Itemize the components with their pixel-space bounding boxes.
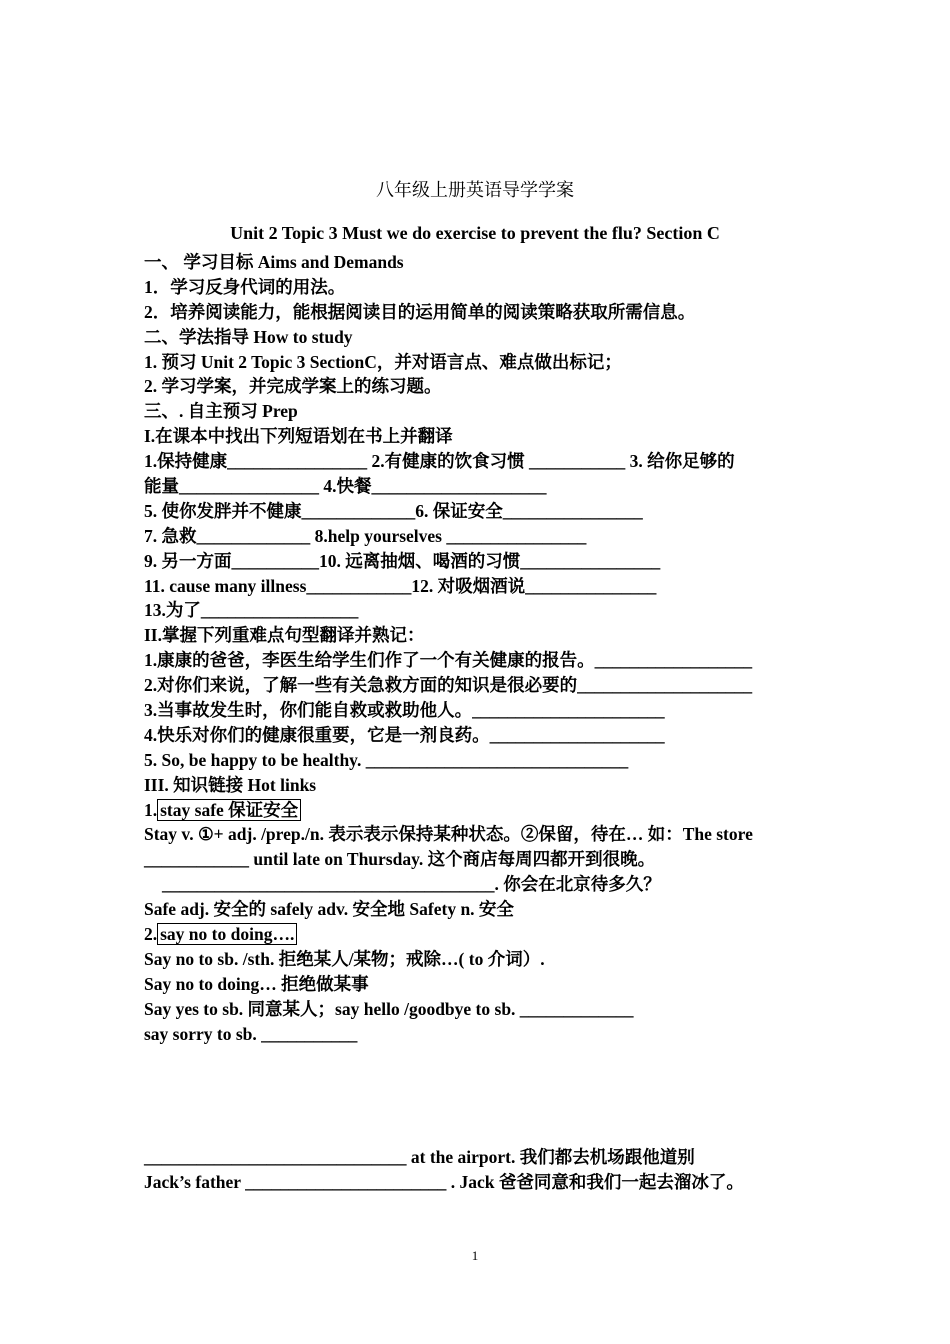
study-item-2: 2. 学习学案，并完成学案上的练习题。 [144,376,442,397]
section-heading-prep: 三、. 自主预习 Prep [144,401,298,422]
page-number: 1 [471,1248,479,1263]
sentence-line-1: 1.康康的爸爸，李医生给学生们作了一个有关健康的报告。__________________ [144,650,753,671]
bottom-exercise [144,1145,796,1195]
hot-link-1-line-1: Stay v. ①+ adj. /prep./n. 表示表示保持某种状态。②保留，待在… 如：The store [144,824,753,845]
phrase-line-5: 9. 另一方面__________10. 远离抽烟、喝酒的习惯________________ [144,550,661,571]
aim-item-1: 1．学习反身代词的用法。 [144,276,346,297]
hot-link-2-line-2: Say no to doing… 拒绝做某事 [144,973,369,994]
hot-link-2-line-4: say sorry to sb. ___________ [144,1023,358,1044]
bottom-line-1: ______________________________ at the airport. 我们都去机场跟他道别 [144,1147,695,1167]
aim-item-2: 2．培养阅读能力，能根据阅读目的运用简单的阅读策略获取所需信息。 [144,301,696,322]
document-subtitle: Unit 2 Topic 3 Must we do exercise to prevent the flu? Section C [230,223,720,243]
hot-link-1-line-4: Safe adj. 安全的 safely adv. 安全地 Safety n. 安全 [144,899,514,920]
hot-link-2-boxed-phrase: say no to doing…. [157,923,297,945]
hot-link-1-line-2: ____________ until late on Thursday. 这个商店每周四都开到很晚。 [144,849,656,870]
document-title: 八年级上册英语导学学案 [376,180,574,200]
phrase-line-4: 7. 急救_____________ 8.help yourselves ________________ [144,525,587,546]
study-item-1: 1. 预习 Unit 2 Topic 3 SectionC，并对语言点、难点做出标记； [144,351,622,372]
part1-heading: I.在课本中找出下列短语划在书上并翻译 [144,426,453,447]
hot-link-2-line-3: Say yes to sb. 同意某人；say hello /goodbye to sb. _____________ [144,998,634,1019]
hot-link-1-boxed-phrase: stay safe 保证安全 [157,799,301,821]
phrase-line-6: 11. cause many illness____________12. 对吸烟酒说_______________ [144,575,657,596]
hot-link-1-line-3: ______________________________________. 你会在北京待多久？ [162,874,661,895]
hot-link-2-line-1: Say no to sb. /sth. 拒绝某人/某物；戒除…( to 介词）. [144,948,545,969]
hot-link-2-number: 2. [144,924,158,945]
hot-link-1-number: 1. [144,799,158,820]
phrase-line-2: 能量________________ 4.快餐____________________ [144,476,547,497]
hot-link-1-title [144,798,809,823]
section-heading-aims: 一、 学习目标 Aims and Demands [144,252,404,272]
sentence-line-5: 5. So, be happy to be healthy. ______________________________ [144,749,629,770]
hot-link-2-title [144,922,809,947]
phrase-line-3: 5. 使你发胖并不健康_____________6. 保证安全________________ [144,500,643,521]
part3-heading: III. 知识链接 Hot links [144,774,317,795]
phrase-line-7: 13.为了__________________ [144,600,359,621]
part2-heading: II.掌握下列重难点句型翻译并熟记： [144,625,425,646]
section-heading-study: 二、学法指导 How to study [144,326,353,347]
bottom-line-2: Jack’s father _______________________ . Jack 爸爸同意和我们一起去溜冰了。 [144,1171,744,1192]
phrase-line-1: 1.保持健康________________ 2.有健康的饮食习惯 ___________ 3. 给你足够的 [144,451,735,472]
document-body [144,250,809,1047]
sentence-line-2: 2.对你们来说，了解一些有关急救方面的知识是很必要的____________________ [144,675,753,696]
sentence-line-3: 3.当事故发生时，你们能自救或救助他人。______________________ [144,700,665,721]
sentence-line-4: 4.快乐对你们的健康很重要，它是一剂良药。____________________ [144,724,665,745]
